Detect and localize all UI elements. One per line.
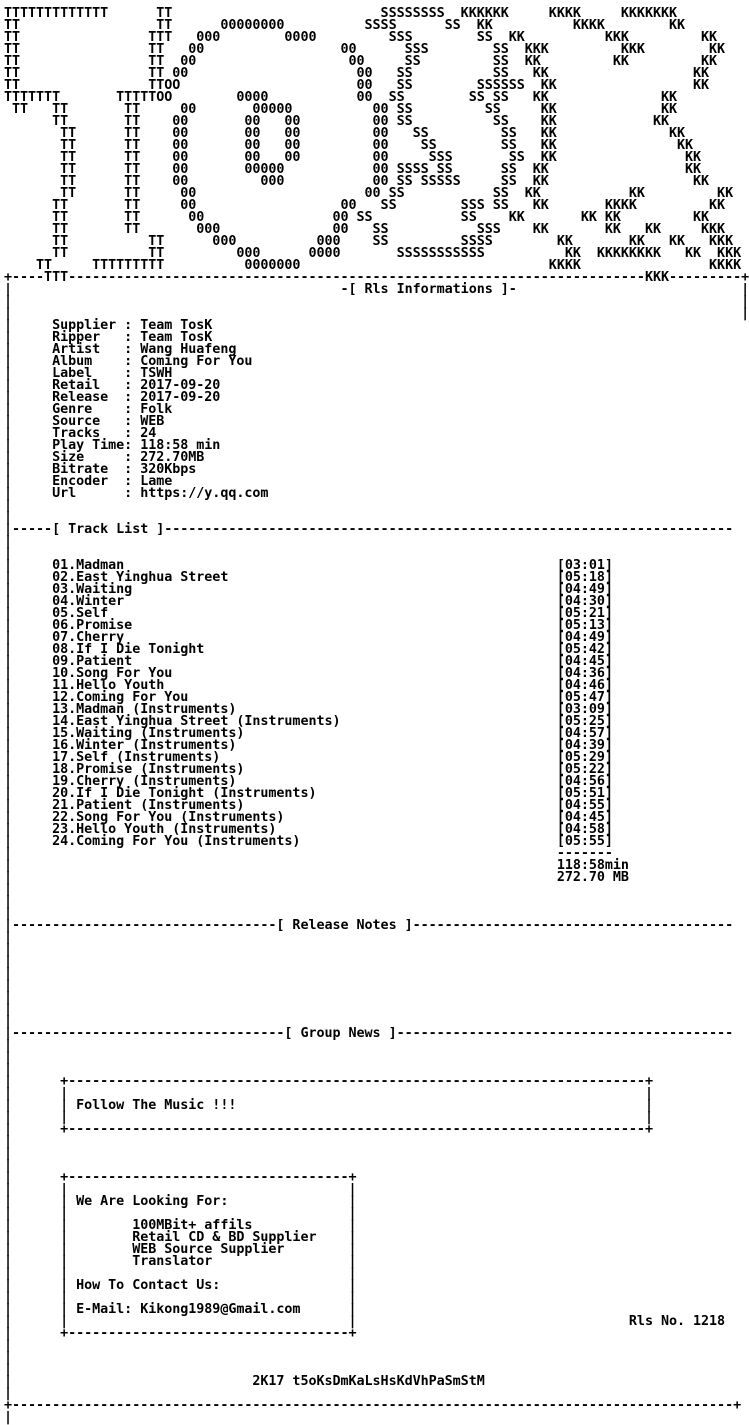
nfo-line: | Size : 272.70MB bbox=[4, 450, 205, 465]
nfo-line: | 02.East Yinghua Street [05:18] bbox=[4, 570, 613, 585]
nfo-line: | | bbox=[4, 294, 749, 309]
nfo-line: | Album : Coming For You bbox=[4, 354, 253, 369]
nfo-line: | | | bbox=[4, 1182, 357, 1197]
nfo-line: | 22.Song For You (Instruments) [04:45] bbox=[4, 810, 613, 825]
nfo-line: TT TT 000 00 SS SSS KK KK KK KKK bbox=[4, 222, 726, 237]
nfo-line: | | | bbox=[4, 1266, 357, 1281]
nfo-line: | 11.Hello Youth [04:46] bbox=[4, 678, 613, 693]
nfo-line: | 23.Hello Youth (Instruments) [04:58] bbox=[4, 822, 613, 837]
nfo-line: | bbox=[4, 1146, 13, 1161]
nfo-line: | | WEB Source Supplier | bbox=[4, 1242, 357, 1257]
nfo-line: | | E-Mail: Kikong1989@Gmail.com | bbox=[4, 1302, 357, 1317]
nfo-line: TT TT 00 00 SS SS KK KK KK bbox=[4, 186, 734, 201]
nfo-line: | 10.Song For You [04:36] bbox=[4, 666, 613, 681]
nfo-line: | 09.Patient [04:45] bbox=[4, 654, 613, 669]
nfo-line: | Encoder : Lame bbox=[4, 474, 173, 489]
nfo-line: | 07.Cherry [04:49] bbox=[4, 630, 613, 645]
nfo-line: | | | Rls No. 1218 bbox=[4, 1314, 726, 1329]
nfo-line: TT TTT 000 0000 SSS SS KK KKK KK bbox=[4, 30, 718, 45]
nfo-line: | | | bbox=[4, 1290, 357, 1305]
nfo-line: TT TT 00 00 00 00 SS SS KK KK bbox=[4, 138, 694, 153]
nfo-line: | bbox=[4, 510, 13, 525]
nfo-line: TT TT 00 00 SSS SS KKK KKK KK bbox=[4, 42, 726, 57]
nfo-line: | Tracks : 24 bbox=[4, 426, 157, 441]
nfo-line: | Genre : Folk bbox=[4, 402, 173, 417]
nfo-line: | -[ Rls Informations ]- | bbox=[4, 282, 749, 297]
nfo-line: | Source : WEB bbox=[4, 414, 165, 429]
nfo-line: | bbox=[4, 1050, 13, 1065]
nfo-line: | 13.Madman (Instruments) [03:09] bbox=[4, 702, 613, 717]
nfo-line: | bbox=[4, 1158, 13, 1173]
nfo-line: | | 100MBit+ affils | bbox=[4, 1218, 357, 1233]
nfo-line: | | | bbox=[4, 1086, 653, 1101]
nfo-line: | +-----------------------------------+ bbox=[4, 1326, 357, 1341]
nfo-line: | bbox=[4, 882, 13, 897]
nfo-line: | 21.Patient (Instruments) [04:55] bbox=[4, 798, 613, 813]
nfo-line: | Url : https://y.qq.com bbox=[4, 486, 269, 501]
nfo-line: | 05.Self [05:21] bbox=[4, 606, 613, 621]
nfo-line: | bbox=[4, 894, 13, 909]
nfo-line: | | How To Contact Us: | bbox=[4, 1278, 357, 1293]
nfo-line: |---------------------------------[ Release Notes ]---------------------------------------- bbox=[4, 918, 734, 933]
nfo-line: | bbox=[4, 1386, 13, 1401]
nfo-line: | bbox=[4, 1338, 13, 1353]
nfo-line: | | We Are Looking For: | bbox=[4, 1194, 357, 1209]
nfo-line: | 118:58min bbox=[4, 858, 629, 873]
nfo-line: TT TTOO 00 SS SSSSSS KK KK bbox=[4, 78, 710, 93]
nfo-line: | bbox=[4, 966, 13, 981]
nfo-line: +------------------------------------------------------------------------------------------+ bbox=[4, 1398, 742, 1413]
nfo-line: TT TT 00 00000 00 SSSS SS SS KK KK bbox=[4, 162, 702, 177]
nfo-line: | 12.Coming For You [05:47] bbox=[4, 690, 613, 705]
nfo-line: | Play Time: 118:58 min bbox=[4, 438, 221, 453]
nfo-line: TT TT 000 0000 SSSSSSSSSSS KK KKKKKKKK KK KKK bbox=[4, 246, 742, 261]
nfo-line: | 03.Waiting [04:49] bbox=[4, 582, 613, 597]
nfo-line: | bbox=[4, 906, 13, 921]
nfo-line: TTTTTTTTTTTTT TT SSSSSSSS KKKKKK KKKK KKKKKKK bbox=[4, 6, 677, 21]
nfo-line: TT TT 000 000 SS SSSS KK KK KK KKK bbox=[4, 234, 734, 249]
nfo-line: | ------- bbox=[4, 846, 613, 861]
nfo-line: | 19.Cherry (Instruments) [04:56] bbox=[4, 774, 613, 789]
nfo-line: | +------------------------------------------------------------------------+ bbox=[4, 1122, 653, 1137]
nfo-line: |-----[ Track List ]----------------------------------------------------------------------- bbox=[4, 522, 734, 537]
nfo-line: | +-----------------------------------+ bbox=[4, 1170, 357, 1185]
nfo-line: | 14.East Yinghua Street (Instruments) [05:25] bbox=[4, 714, 613, 729]
nfo-line: TT TT 00 00 SS SS KK KK KK KK bbox=[4, 210, 710, 225]
nfo-line: | bbox=[4, 1362, 13, 1377]
nfo-line: | bbox=[4, 978, 13, 993]
nfo-line: | +------------------------------------------------------------------------+ bbox=[4, 1074, 653, 1089]
nfo-line: | bbox=[4, 1350, 13, 1365]
nfo-line: | 08.If I Die Tonight [05:42] bbox=[4, 642, 613, 657]
nfo-line: | | | bbox=[4, 1206, 357, 1221]
nfo-line: | 2K17 t5oKsDmKaLsHsKdVhPaSmStM bbox=[4, 1374, 485, 1389]
nfo-line: TT TT 00 00 00 00 SSS SS KK KK bbox=[4, 150, 702, 165]
nfo-line: | 272.70 MB bbox=[4, 870, 629, 885]
nfo-line: TT TT 00 00 00 00 SS SS KK KK bbox=[4, 114, 669, 129]
nfo-line: | | Retail CD & BD Supplier | bbox=[4, 1230, 357, 1245]
nfo-line: | 16.Winter (Instruments) [04:39] bbox=[4, 738, 613, 753]
nfo-line: | bbox=[4, 1014, 13, 1029]
nfo-line: | 01.Madman [03:01] bbox=[4, 558, 613, 573]
nfo-line: | 15.Waiting (Instruments) [04:57] bbox=[4, 726, 613, 741]
nfo-line: | 24.Coming For You (Instruments) [05:55] bbox=[4, 834, 613, 849]
nfo-line: TT TT 00 00 SS SSS SS KK KKKK KK bbox=[4, 198, 726, 213]
nfo-line: | | bbox=[4, 306, 749, 321]
nfo-line: | Artist : Wang Huafeng bbox=[4, 342, 237, 357]
nfo-line: TTTTTTT TTTTTOO 0000 00 SS SS SS KK KK bbox=[4, 90, 677, 105]
nfo-line: | bbox=[4, 954, 13, 969]
nfo-line: | bbox=[4, 1410, 13, 1425]
nfo-line: | bbox=[4, 930, 13, 945]
nfo-line: | Label : TSWH bbox=[4, 366, 173, 381]
nfo-line: | bbox=[4, 534, 13, 549]
nfo-line: | bbox=[4, 990, 13, 1005]
nfo-line: | Bitrate : 320Kbps bbox=[4, 462, 197, 477]
nfo-line: TT TT 00 00 SS SS KK KK KK bbox=[4, 54, 718, 69]
nfo-line: | Release : 2017-09-20 bbox=[4, 390, 221, 405]
nfo-line: | | Translator | bbox=[4, 1254, 357, 1269]
nfo-line: | Supplier : Team TosK bbox=[4, 318, 213, 333]
nfo-line: +----TTT------------------------------------------------------------------------KKK---------+ bbox=[4, 270, 749, 285]
nfo-line: TT TT 00 00 00 00 SS SS KK KK bbox=[4, 126, 686, 141]
nfo-line: TT TT 00000000 SSSS SS KK KKKK KK bbox=[4, 18, 686, 33]
nfo-line: | bbox=[4, 1134, 13, 1149]
nfo-line: | 18.Promise (Instruments) [05:22] bbox=[4, 762, 613, 777]
nfo-line: | 04.Winter [04:30] bbox=[4, 594, 613, 609]
nfo-line: | | Follow The Music !!! | bbox=[4, 1098, 653, 1113]
nfo-line: | bbox=[4, 1038, 13, 1053]
nfo-line: | bbox=[4, 498, 13, 513]
nfo-line: | bbox=[4, 546, 13, 561]
nfo-line: | bbox=[4, 942, 13, 957]
nfo-line: TT TT 00 00 SS SS KK KK bbox=[4, 66, 710, 81]
nfo-line: | 20.If I Die Tonight (Instruments) [05:51] bbox=[4, 786, 613, 801]
nfo-line: | | | bbox=[4, 1110, 653, 1125]
nfo-line: TT TT TT 00 00000 00 SS SS KK KK bbox=[4, 102, 677, 117]
nfo-line: | Ripper : Team TosK bbox=[4, 330, 213, 345]
nfo-line: | bbox=[4, 1062, 13, 1077]
nfo-line: | 17.Self (Instruments) [05:29] bbox=[4, 750, 613, 765]
nfo-line: TT TTTTTTTTT 0000000 KKKK KKKK bbox=[4, 258, 742, 273]
nfo-line: | bbox=[4, 1002, 13, 1017]
nfo-line: TT TT 00 000 00 SS SSSSS SS KK KK bbox=[4, 174, 710, 189]
nfo-text-document bbox=[4, 8, 749, 1424]
nfo-line: | 06.Promise [05:13] bbox=[4, 618, 613, 633]
nfo-line: | Retail : 2017-09-20 bbox=[4, 378, 221, 393]
nfo-line: |----------------------------------[ Group News ]------------------------------------------ bbox=[4, 1026, 734, 1041]
